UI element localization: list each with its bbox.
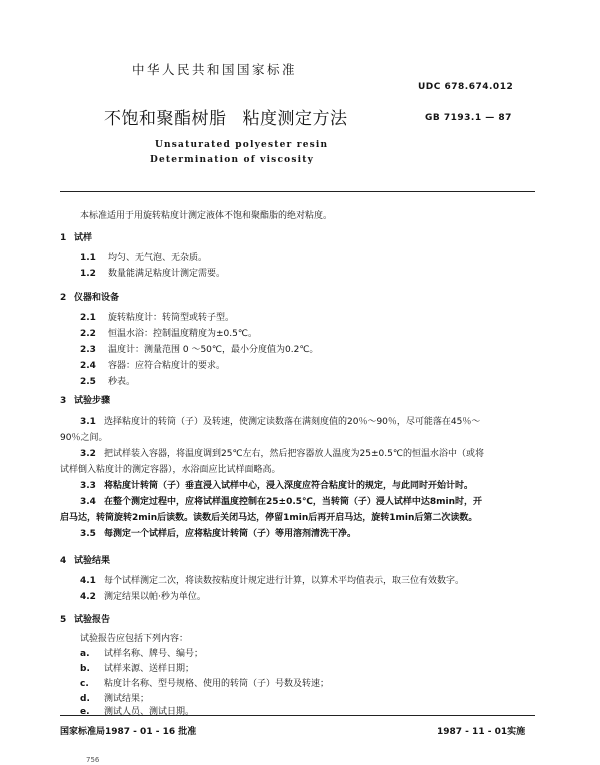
clause-text: 每测定一个试样后，应将粘度计转筒（子）等用溶剂清洗干净。 bbox=[104, 529, 357, 539]
report-item-a bbox=[80, 646, 203, 659]
intro-paragraph: 本标准适用于用旋转粘度计测定液体不饱和聚酯脂的绝对粘度。 bbox=[80, 211, 333, 221]
clause-1-2 bbox=[80, 266, 225, 279]
clause-3-5 bbox=[80, 526, 356, 539]
clause-text: 将粘度计转筒（子）垂直浸入试样中心，浸入深度应符合粘度计的规定，与此同时开始计时。 bbox=[104, 481, 474, 491]
page-number: 756 bbox=[86, 756, 100, 764]
section-2-title: 仪器和设备 bbox=[74, 293, 120, 303]
section-3-heading bbox=[60, 393, 110, 406]
clause-number: 1.2 bbox=[80, 269, 96, 279]
clause-text: 每个试样测定二次，将读数按粘度计规定进行计算，以算术平均值表示，取三位有效数字。 bbox=[104, 576, 465, 586]
title-sub: 粘度测定方法 bbox=[242, 109, 348, 129]
section-5-title: 试验报告 bbox=[74, 615, 111, 625]
item-letter: c. bbox=[80, 679, 89, 689]
clause-2-1 bbox=[80, 310, 234, 323]
clause-number: 3.1 bbox=[80, 417, 96, 427]
country-standard-heading: 中华人民共和国国家标准 bbox=[132, 62, 298, 77]
clause-text: 数量能满足粘度计测定需要。 bbox=[108, 269, 226, 279]
clause-2-5 bbox=[80, 374, 135, 387]
report-item-b bbox=[80, 661, 194, 674]
item-text: 测试人员、测试日期。 bbox=[104, 707, 195, 717]
item-letter: b. bbox=[80, 664, 90, 674]
footer-divider bbox=[60, 715, 535, 716]
english-title-line-2: Determination of viscosity bbox=[150, 155, 315, 165]
item-text: 试样来源、送样日期； bbox=[104, 664, 195, 674]
udc-code: UDC 678.674.012 bbox=[418, 82, 514, 92]
gb-number: GB 7193.1 — 87 bbox=[425, 113, 512, 123]
clause-3-2-line-2: 试样倒入粘度计的测定容器），水浴面应比试样面略高。 bbox=[60, 465, 281, 475]
clause-3-1-line-2: 90％之间。 bbox=[60, 433, 108, 443]
report-lead: 试验报告应包括下列内容： bbox=[80, 634, 189, 644]
clause-number: 3.3 bbox=[80, 481, 96, 491]
clause-number: 2.3 bbox=[80, 345, 96, 355]
clause-3-3 bbox=[80, 478, 473, 491]
section-1-heading bbox=[60, 230, 92, 243]
clause-number: 3.5 bbox=[80, 529, 96, 539]
clause-3-4-line-1 bbox=[80, 494, 482, 507]
item-text: 粘度计名称、型号规格、使用的转筒（子）号数及转速； bbox=[104, 679, 330, 689]
clause-number: 2.2 bbox=[80, 329, 96, 339]
item-letter: d. bbox=[80, 694, 90, 704]
section-1-title: 试样 bbox=[74, 233, 93, 243]
clause-text: 把试样装入容器，将温度调到25℃左右，然后把容器放人温度为25±0.5℃的恒温水浴中（或将 bbox=[104, 449, 484, 459]
section-5-number: 5 bbox=[60, 615, 67, 625]
clause-number: 4.1 bbox=[80, 576, 96, 586]
approval-date: 国家标准局1987 - 01 - 16 批准 bbox=[60, 727, 197, 737]
english-title-line-1: Unsaturated polyester resin bbox=[155, 140, 329, 150]
clause-number: 2.5 bbox=[80, 377, 96, 387]
clause-4-2 bbox=[80, 589, 206, 602]
clause-number: 2.4 bbox=[80, 361, 96, 371]
clause-number: 3.2 bbox=[80, 449, 96, 459]
clause-4-1 bbox=[80, 573, 464, 586]
report-item-c bbox=[80, 676, 329, 689]
clause-text: 恒温水浴：控制温度精度为±0.5℃。 bbox=[108, 329, 257, 339]
clause-3-4-line-2: 启马达，转筒旋转2min后读数。读数后关闭马达，停留1min后再开启马达，旋转1min后第二次读数。 bbox=[60, 513, 478, 523]
section-4-heading bbox=[60, 553, 110, 566]
implementation-date: 1987 - 11 - 01实施 bbox=[437, 727, 526, 737]
header-divider bbox=[60, 191, 535, 192]
clause-2-2 bbox=[80, 326, 257, 339]
clause-text: 选择粘度计的转筒（子）及转速，使测定读数落在满刻度值的20％～90％，尽可能落在45％～ bbox=[104, 417, 481, 427]
section-4-title: 试验结果 bbox=[74, 556, 111, 566]
section-2-number: 2 bbox=[60, 293, 67, 303]
section-3-number: 3 bbox=[60, 396, 67, 406]
clause-number: 1.1 bbox=[80, 253, 96, 263]
clause-text: 温度计：测量范围 0 ～50℃，最小分度值为0.2℃。 bbox=[108, 345, 319, 355]
section-1-number: 1 bbox=[60, 233, 67, 243]
item-letter: e. bbox=[80, 707, 90, 717]
item-text: 测试结果； bbox=[104, 694, 150, 704]
clause-number: 3.4 bbox=[80, 497, 96, 507]
clause-3-1-line-1 bbox=[80, 414, 480, 427]
document-title bbox=[104, 104, 348, 129]
clause-text: 秒表。 bbox=[108, 377, 136, 387]
clause-text: 旋转粘度计：转筒型或转子型。 bbox=[108, 313, 235, 323]
clause-1-1 bbox=[80, 250, 207, 263]
item-letter: a. bbox=[80, 649, 90, 659]
clause-text: 测定结果以帕·秒为单位。 bbox=[104, 592, 206, 602]
section-2-heading bbox=[60, 290, 119, 303]
clause-text: 均匀、无气泡、无杂质。 bbox=[108, 253, 208, 263]
section-5-heading bbox=[60, 612, 110, 625]
clause-number: 2.1 bbox=[80, 313, 96, 323]
item-text: 试样名称、牌号、编号； bbox=[104, 649, 204, 659]
clause-2-4 bbox=[80, 358, 225, 371]
section-3-title: 试验步骤 bbox=[74, 396, 111, 406]
clause-2-3 bbox=[80, 342, 318, 355]
report-item-d bbox=[80, 691, 149, 704]
title-main: 不饱和聚酯树脂 bbox=[104, 109, 227, 129]
clause-number: 4.2 bbox=[80, 592, 96, 602]
clause-3-2-line-1 bbox=[80, 446, 484, 459]
clause-text: 容器：应符合粘度计的要求。 bbox=[108, 361, 226, 371]
clause-text: 在整个测定过程中，应将试样温度控制在25±0.5℃，当转筒（子）浸人试样中达8min时，开 bbox=[104, 497, 483, 507]
section-4-number: 4 bbox=[60, 556, 67, 566]
